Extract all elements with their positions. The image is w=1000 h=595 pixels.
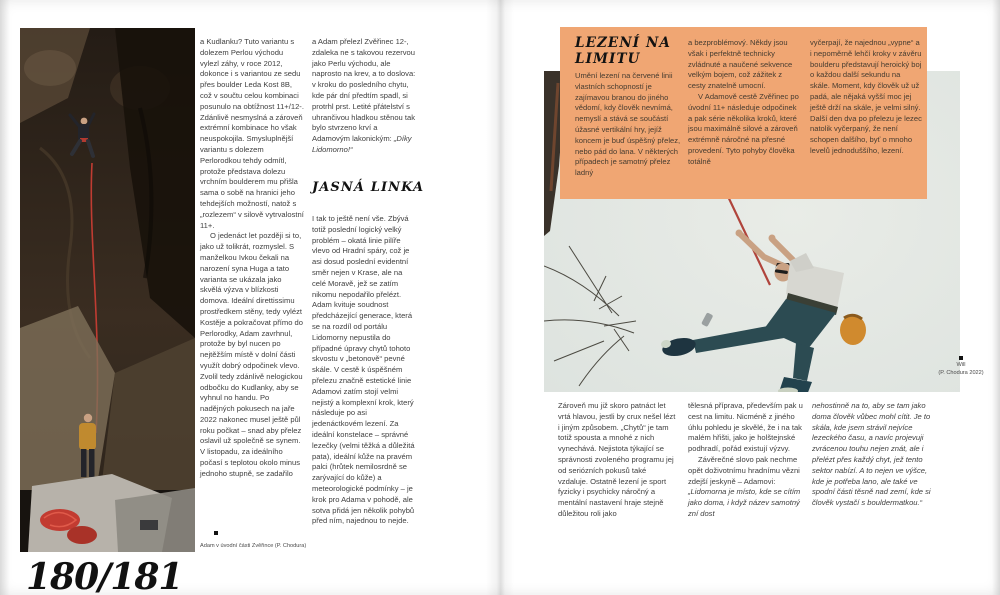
left-column-1 [200, 37, 304, 480]
paragraph: Umění lezení na červené linii vlastních schopností je zajímavou branou do jiného vědomí, kdy člověk nevnímá, nemyslí a stává se součástí úžasné vertikální hry, jejíž koncem je buď úspěšný přelez, nebo pád do lana. V některých případech je samotný přelez ladný [575, 71, 681, 178]
paragraph [688, 455, 808, 520]
right-photo-caption-credit: (P. Chodura 2022) [938, 369, 984, 376]
quote-text: „Lidomorna je místo, kde se cítím jako doma, i když název samotný zní dost [688, 487, 801, 518]
page-fold-shadow [486, 0, 514, 595]
paragraph: O jedenáct let později si to, jako už tolikrát, rozmyslel. S manželkou Ivkou čekali na narození syna Huga a tato varianta se ukázala jako skvělá výzva v blízkosti domova. Ideální direttissimu prostředkem stěny, tedy vylézt Kostěje a pokračovat přímo do Perlorodky, Adam zavrhnul, protože by byl nucen po nejtěžším místě v dolní části využít dobrý odpočinek vlevo. Zvolil tedy zdánlivě nelogickou odbočku do Kudlanky, aby se vyhnul no handu. Po nadějných pokusech na jaře 2022 nakonec musel ještě půl roku počkat – snad aby přelez oslavil už společně se synem. V listopadu, za ideálního počasí s teplotou okolo minus jednoho stupně, se zadařilo [200, 231, 303, 478]
right-column-3 [812, 401, 938, 509]
section-heading-jasna-linka: JASNÁ LINKA [312, 180, 425, 195]
box-title [575, 35, 671, 67]
orange-intro-box [560, 27, 927, 199]
photo-credit-marker [214, 531, 218, 535]
photo-credit-marker [959, 356, 963, 360]
left-photo-caption: Adam v úvodní části Zvěřince (P. Chodura) [200, 543, 307, 549]
box-column-3 [810, 38, 922, 157]
left-page-edge [0, 0, 10, 595]
right-column-2 [688, 401, 808, 520]
paragraph: tělesná příprava, především pak u cest na limitu. Nicméně z jiného úhlu pohledu je skvělé, že i na tak malém hřišti, jako je holštejnské podhradí, pořád existují výzvy. [688, 401, 803, 454]
right-column-1 [558, 401, 678, 520]
paragraph: a Kudlanku? Tuto variantu s dolezem Perlou východu vylezl záhy, v roce 2012, dokonce i s variantou ze sedu přes boulder Leda Kost 8B, což v součtu celou kombinaci posunulo na obtížnost 11+/12-. Zdánlivě nesmyslná a zároveň extrémní kombinace ho však neuspokojila. Smysluplnější variantu s dolezem Perlorodkou tehdy odmítl, protože představa dolezu vrchním boulderem mu přišla sama o sobě na hranici jeho tehdejších možností, natož s „rozlezem“ v silově vytrvalostní 11+. [200, 37, 304, 230]
left-column-2-bottom [312, 214, 416, 527]
paragraph [312, 37, 416, 156]
paragraph: V Adamově cestě Zvěřinec po úvodní 11+ následuje odpočinek a pak série několika kroků, které jsou maximálně silové a zároveň extrémně náročné na přesné provedení. Tyto pohyby člověka totálně [688, 91, 799, 166]
box-column-1 [575, 71, 685, 179]
quote-text: „Díky Lidomorno!“ [312, 134, 412, 154]
box-title-line1: LEZENÍ NA [575, 35, 671, 51]
page-number: 180/181 [26, 556, 183, 595]
left-photo-illustration [20, 28, 195, 552]
left-photo-climbing-wall [20, 28, 195, 552]
box-column-2 [688, 38, 800, 168]
paragraph: I tak to ještě není vše. Zbývá totiž poslední logický velký problém – okatá linie pilíře vlevo od Hradní spáry, což je asi dosud poslední evidentní směr nejen v Krase, ale na celé Moravě, jež se zatím nikomu nepodařilo přelézt. Adam kvituje soudnost předcházející generace, která se na rozdíl od portálu Lidomorny nepustila do případné úpravy chytů tohoto skvostu v „betonově“ pevné skále. V cestě k úspěšném přelezu značně estetické linie Adamovi zatím stojí velmi nejistý a komplexní krok, který následuje po asi jedenáctkovém lezení. Za ideální konstelace – správné lezečky (velmi těžká a důležitá pata), ideální kůže na pravém palci (hrůtek nemilosrdně se zarývající do kůže) a meteorologické podmínky – je krok pro Adama v pohodě, ale sotva přidá jen několik pohybů před ním, najednou to nejde. [312, 214, 415, 526]
left-column-2-top [312, 37, 416, 156]
right-photo-caption-title: Will [956, 362, 966, 368]
paragraph-text: a Adam přelezl Zvěřinec 12-, zdaleka ne s takovou rezervou jako Perlu východu, ale naprosto na krev, a to doslova: v kroku do posledního chytu, kde pár dní předtím spadl, si protrhl prst. Letité přátelství s uhrančivou hladkou stěnou tak bylo stvrzeno krví a Adamovým lakonickým: [312, 37, 416, 144]
box-title-line2: LIMITU [575, 51, 641, 67]
paragraph: vyčerpají, že najednou „vypne“ a i nepoměrně lehčí kroky v závěru boulderu představují heroický boj o každou další sekundu na skále. Moment, kdy člověk už už padá, ale nějaká vyšší moc jej ještě drží na skále, je velmi silný. Další den dva po přelezu je lezec natolik vyčerpaný, že není schopen dalšího, byť o mnoho levelů jednoduššího, lezení. [810, 38, 922, 155]
right-photo-caption-block [925, 356, 997, 377]
paragraph-text: Závěrečné slovo pak nechme opět doživotnímu hradnímu vězni zdejší jeskyně – Adamovi: [688, 454, 800, 486]
paragraph: Zároveň mu již skoro patnáct let vrtá hlavou, jestli by crux nešel lézt i jiným způsobem. „Chytů“ je tam totiž spousta a mnohé z nich vynechává. Nejistota týkající se správnosti zvoleného programu jej od seriózních pokusů také vzdaluje. Ostatně lezení je sport fyzicky i psychicky náročný a mentální nastavení hraje stejně důležitou roli jako [558, 401, 676, 518]
paragraph: nehostinně na to, aby se tam jako doma člověk vůbec mohl cítit. Je to skála, kde jsem strávil nejvíce lezeckého času, a navíc projevuji zvrácenou touhu nejen znát, ale i přelézt přes každý chyt, jež tento sektor nabízí. A to nejen ve výšce, kde je potřeba lano, ale také ve spodní části těsně nad zemí, kde si člověk vystačí s bouldermatkou.“ [812, 401, 931, 508]
right-page-edge [992, 0, 1000, 595]
paragraph: a bezproblémový. Někdy jsou však i perfektně technicky zvládnuté a naučené sekvence velkým bojem, což zážitek z cesty znatelně umocní. [688, 38, 793, 91]
